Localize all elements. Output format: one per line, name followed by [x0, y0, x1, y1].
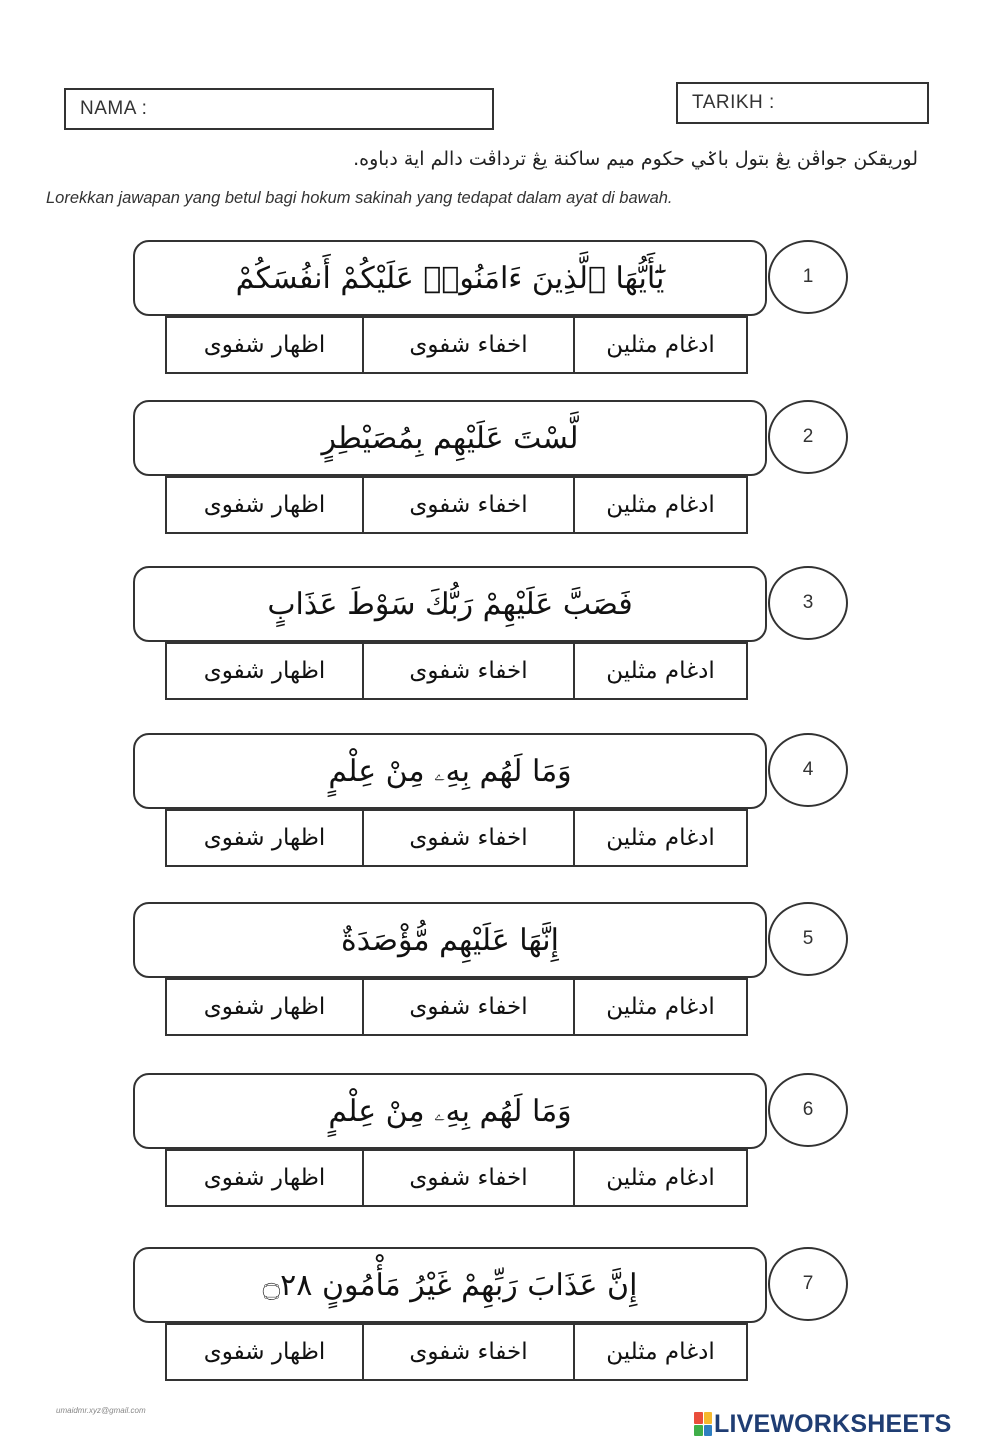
question-number: 4 — [768, 733, 848, 807]
answer-option-3[interactable]: اظهار شفوى — [165, 978, 364, 1036]
question-number: 1 — [768, 240, 848, 314]
logo-square-yellow — [704, 1412, 713, 1424]
question-3 — [0, 566, 1000, 716]
question-number: 2 — [768, 400, 848, 474]
verse-box: وَمَا لَهُم بِهِۦ مِنْ عِلْمٍ — [133, 1073, 767, 1149]
answer-options — [161, 809, 748, 867]
logo-square-red — [694, 1412, 703, 1424]
answer-option-1[interactable]: ادغام مثلين — [573, 316, 748, 374]
question-number: 6 — [768, 1073, 848, 1147]
brand-name: LIVEWORKSHEETS — [714, 1409, 952, 1438]
verse-box: فَصَبَّ عَلَيْهِمْ رَبُّكَ سَوْطَ عَذَابٍ — [133, 566, 767, 642]
question-1 — [0, 240, 1000, 390]
logo-square-blue — [704, 1425, 713, 1437]
answer-options — [161, 1323, 748, 1381]
answer-option-1[interactable]: ادغام مثلين — [573, 1149, 748, 1207]
liveworksheets-logo-icon — [694, 1412, 712, 1436]
answer-option-3[interactable]: اظهار شفوى — [165, 316, 364, 374]
logo-square-green — [694, 1425, 703, 1437]
answer-option-1[interactable]: ادغام مثلين — [573, 809, 748, 867]
answer-option-2[interactable]: اخفاء شفوى — [362, 476, 575, 534]
question-5 — [0, 902, 1000, 1052]
name-label: NAMA : — [80, 98, 148, 119]
answer-option-2[interactable]: اخفاء شفوى — [362, 1323, 575, 1381]
instruction-rumi: Lorekkan jawapan yang betul bagi hokum sakinah yang tedapat dalam ayat di bawah. — [46, 189, 673, 207]
verse-box: إِنَّ عَذَابَ رَبِّهِمْ غَيْرُ مَأْمُونٍ ۝٢٨ — [133, 1247, 767, 1323]
answer-option-1[interactable]: ادغام مثلين — [573, 476, 748, 534]
answer-option-3[interactable]: اظهار شفوى — [165, 1149, 364, 1207]
answer-option-2[interactable]: اخفاء شفوى — [362, 978, 575, 1036]
answer-options — [161, 1149, 748, 1207]
verse-box: إِنَّهَا عَلَيْهِم مُّؤْصَدَةٌ — [133, 902, 767, 978]
answer-option-2[interactable]: اخفاء شفوى — [362, 809, 575, 867]
answer-option-2[interactable]: اخفاء شفوى — [362, 642, 575, 700]
verse-box: لَّسْتَ عَلَيْهِم بِمُصَيْطِرٍ — [133, 400, 767, 476]
instruction-jawi: لوريقكن جواڤن يڠ بتول باݢي حكوم ميم ساكنة يڠ ترداڤت دالم اية دباوه. — [353, 148, 918, 170]
name-field[interactable] — [64, 88, 494, 130]
question-7 — [0, 1247, 1000, 1397]
question-6 — [0, 1073, 1000, 1223]
answer-option-1[interactable]: ادغام مثلين — [573, 642, 748, 700]
answer-options — [161, 642, 748, 700]
verse-box: يَٰٓأَيُّهَا ٱلَّذِينَ ءَامَنُوا۟ عَلَيْكُمْ أَنفُسَكُمْ — [133, 240, 767, 316]
question-number: 5 — [768, 902, 848, 976]
answer-option-1[interactable]: ادغام مثلين — [573, 1323, 748, 1381]
answer-option-3[interactable]: اظهار شفوى — [165, 1323, 364, 1381]
answer-option-3[interactable]: اظهار شفوى — [165, 476, 364, 534]
answer-options — [161, 316, 748, 374]
question-number: 7 — [768, 1247, 848, 1321]
date-field[interactable] — [676, 82, 929, 124]
brand — [694, 1409, 952, 1439]
question-4 — [0, 733, 1000, 883]
date-label: TARIKH : — [692, 92, 775, 113]
question-2 — [0, 400, 1000, 550]
answer-option-2[interactable]: اخفاء شفوى — [362, 316, 575, 374]
answer-option-1[interactable]: ادغام مثلين — [573, 978, 748, 1036]
question-number: 3 — [768, 566, 848, 640]
answer-option-3[interactable]: اظهار شفوى — [165, 642, 364, 700]
footer-email: umaidmr.xyz@gmail.com — [56, 1406, 146, 1415]
answer-option-3[interactable]: اظهار شفوى — [165, 809, 364, 867]
answer-option-2[interactable]: اخفاء شفوى — [362, 1149, 575, 1207]
answer-options — [161, 978, 748, 1036]
verse-box: وَمَا لَهُم بِهِۦ مِنْ عِلْمٍ — [133, 733, 767, 809]
answer-options — [161, 476, 748, 534]
